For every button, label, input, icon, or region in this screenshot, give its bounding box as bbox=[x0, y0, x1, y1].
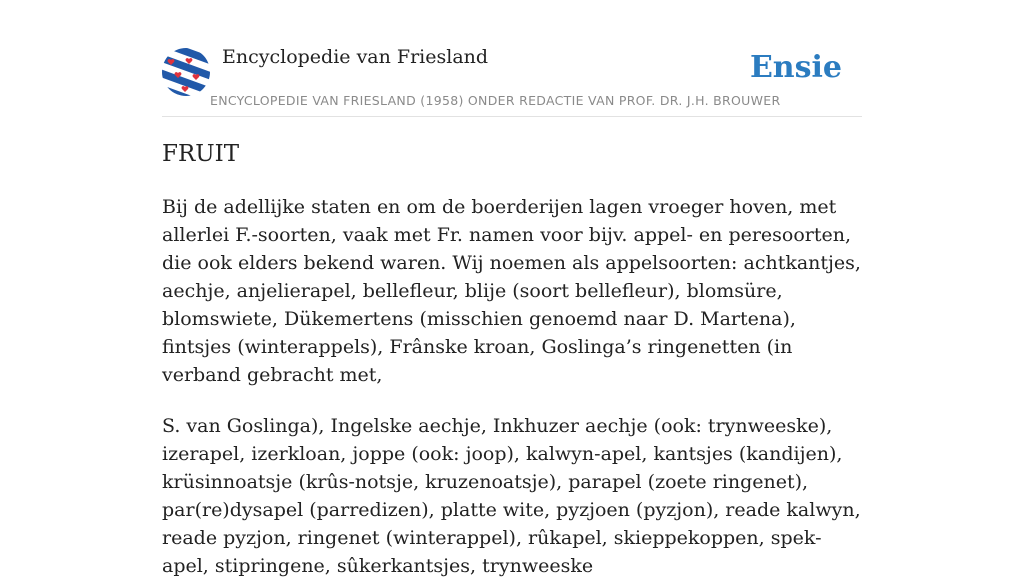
frisian-flag-icon[interactable] bbox=[162, 48, 210, 96]
page-container bbox=[162, 0, 862, 580]
entry-paragraph: Bij de adellijke staten en om de boerderijen lagen vroeger hoven, met allerlei F.-soorten, vaak met Fr. namen voor bijv. appel- en peresoorten, die ook elders bekend waren. Wij noemen als appelsoorten: achtkantjes, aechje, anjelierapel, bellefleur, blije (soort bellefleur), blomsüre, blomswiete, Dükemertens (misschien genoemd naar D. Martena), fintsjes (winterappels), Frânske kroan, Goslinga’s ringenetten (in verband gebracht met, bbox=[162, 196, 861, 386]
ensie-brand-link[interactable]: Ensie bbox=[749, 50, 842, 85]
entry-title: FRUIT bbox=[162, 141, 240, 167]
entry-paragraph: S. van Goslinga), Ingelske aechje, Inkhuzer aechje (ook: trynweeske), izerapel, izerkloan, joppe (ook: joop), kalwyn-apel, kantsjes (kandijen), krüsinnoatsje (krûs-notsje, kruzenoatsje), parapel (zoete ringenet), par(re)dysapel (parredizen), platte wite, pyzjoen (pyzjon), reade kalwyn, reade pyzjon, ringenet (winterappel), rûkapel, skieppekoppen, spek-apel, stipringene, sûkerkantsjes, trynweeske bbox=[162, 415, 861, 577]
site-header bbox=[162, 0, 862, 117]
site-title[interactable]: Encyclopedie van Friesland bbox=[222, 46, 489, 68]
site-subtitle: ENCYCLOPEDIE VAN FRIESLAND (1958) ONDER REDACTIE VAN PROF. DR. J.H. BROUWER bbox=[210, 93, 781, 108]
entry-content bbox=[162, 193, 862, 580]
